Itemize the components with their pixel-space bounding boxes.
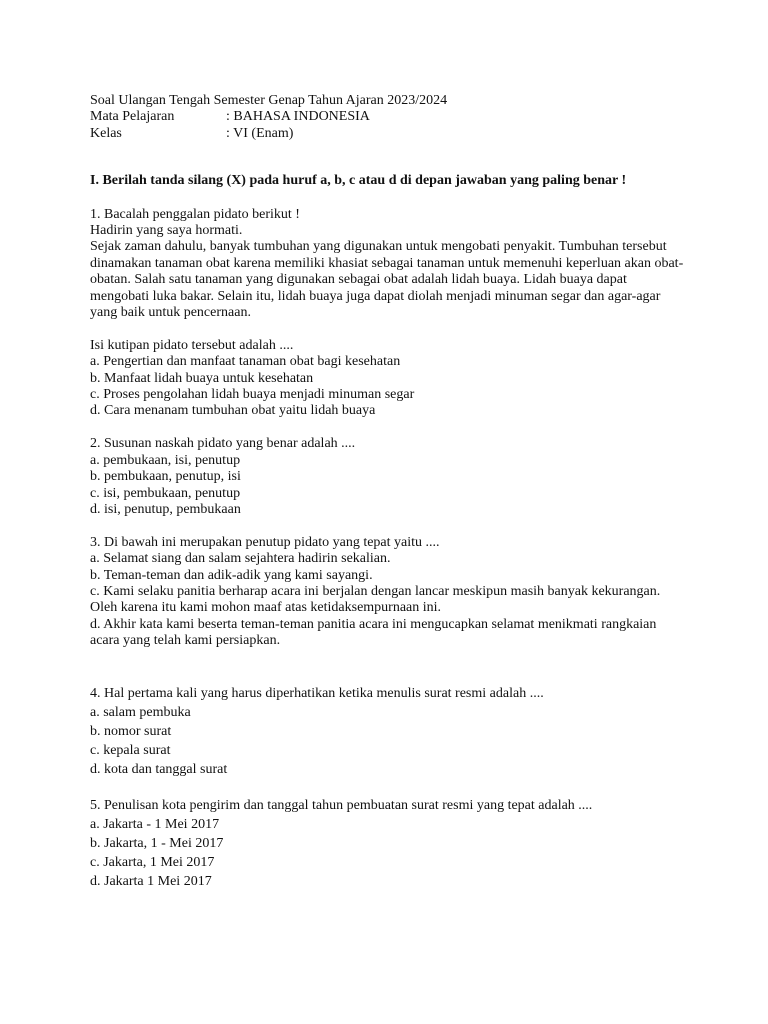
- question-1: [90, 207, 690, 420]
- subject-value: : BAHASA INDONESIA: [226, 109, 370, 125]
- question-4-option-c: c. kepala surat: [90, 742, 171, 758]
- question-3-option-a: a. Selamat siang dan salam sejahtera hadirin sekalian.: [90, 551, 391, 567]
- passage-line: mengobati luka bakar. Selain itu, lidah buaya juga dapat diolah menjadi minuman segar dan agar-agar: [90, 288, 661, 304]
- question-3-option-b: b. Teman-teman dan adik-adik yang kami sayangi.: [90, 567, 373, 583]
- question-1-option-a: a. Pengertian dan manfaat tanaman obat bagi kesehatan: [90, 354, 401, 370]
- question-2-text: 2. Susunan naskah pidato yang benar adalah ....: [90, 436, 356, 452]
- passage-line: Sejak zaman dahulu, banyak tumbuhan yang digunakan untuk mengobati penyakit. Tumbuhan tersebut: [90, 239, 667, 255]
- class-value: : VI (Enam): [226, 125, 294, 141]
- question-3-option-d-continued: acara yang telah kami persiapkan.: [90, 633, 281, 649]
- speech-passage: [90, 223, 690, 321]
- question-3-text: 3. Di bawah ini merupakan penutup pidato yang tepat yaitu ....: [90, 534, 440, 550]
- passage-line: yang baik untuk pencernaan.: [90, 305, 251, 321]
- question-1-option-b: b. Manfaat lidah buaya untuk kesehatan: [90, 370, 314, 386]
- question-1-prompt: 1. Bacalah penggalan pidato berikut !: [90, 206, 300, 222]
- question-1-option-c: c. Proses pengolahan lidah buaya menjadi minuman segar: [90, 387, 415, 403]
- question-5-option-a: a. Jakarta - 1 Mei 2017: [90, 816, 220, 832]
- question-2-option-b: b. pembukaan, penutup, isi: [90, 469, 241, 485]
- question-2-option-a: a. pembukaan, isi, penutup: [90, 452, 241, 468]
- question-5-option-d: d. Jakarta 1 Mei 2017: [90, 873, 212, 889]
- question-4-option-b: b. nomor surat: [90, 723, 172, 739]
- question-2-option-c: c. isi, pembukaan, penutup: [90, 485, 241, 501]
- question-4-option-d: d. kota dan tanggal surat: [90, 761, 228, 777]
- class-row: [90, 126, 690, 142]
- question-4-option-a: a. salam pembuka: [90, 704, 191, 720]
- document-page: [90, 93, 690, 891]
- exam-title: Soal Ulangan Tengah Semester Genap Tahun Ajaran 2023/2024: [90, 93, 448, 108]
- class-label: Kelas: [90, 125, 122, 141]
- question-4-text: 4. Hal pertama kali yang harus diperhatikan ketika menulis surat resmi adalah ....: [90, 685, 544, 701]
- question-2-option-d: d. isi, penutup, pembukaan: [90, 501, 241, 517]
- subject-label: Mata Pelajaran: [90, 109, 175, 125]
- question-2: [90, 436, 690, 518]
- question-5-text: 5. Penulisan kota pengirim dan tanggal tahun pembuatan surat resmi yang tepat adalah ....: [90, 797, 593, 813]
- passage-line: dinamakan tanaman obat karena memiliki khasiat sebagai tanaman untuk memenuhi keperluan akan obat-: [90, 255, 684, 271]
- passage-line: obatan. Salah satu tanaman yang digunakan sebagai obat adalah lidah buaya. Lidah buaya dapat: [90, 272, 627, 288]
- exam-header: [90, 93, 690, 142]
- question-3-option-c: c. Kami selaku panitia berharap acara ini berjalan dengan lancar meskipun masih banyak kekurangan.: [90, 583, 661, 599]
- question-3-option-d: d. Akhir kata kami beserta teman-teman panitia acara ini mengucapkan selamat menikmati rangkaian: [90, 616, 657, 632]
- question-5-option-c: c. Jakarta, 1 Mei 2017: [90, 854, 215, 870]
- subject-row: [90, 109, 690, 125]
- passage-line: Hadirin yang saya hormati.: [90, 223, 243, 239]
- question-1-text: Isi kutipan pidato tersebut adalah ....: [90, 337, 294, 353]
- question-5: [90, 796, 690, 891]
- section-instruction: I. Berilah tanda silang (X) pada huruf a, b, c atau d di depan jawaban yang paling benar !: [90, 173, 627, 189]
- question-3: [90, 535, 690, 650]
- question-3-option-c-continued: Oleh karena itu kami mohon maaf atas ketidaksempurnaan ini.: [90, 600, 442, 616]
- question-4: [90, 684, 690, 779]
- question-5-option-b: b. Jakarta, 1 - Mei 2017: [90, 835, 224, 851]
- question-1-option-d: d. Cara menanam tumbuhan obat yaitu lidah buaya: [90, 403, 376, 419]
